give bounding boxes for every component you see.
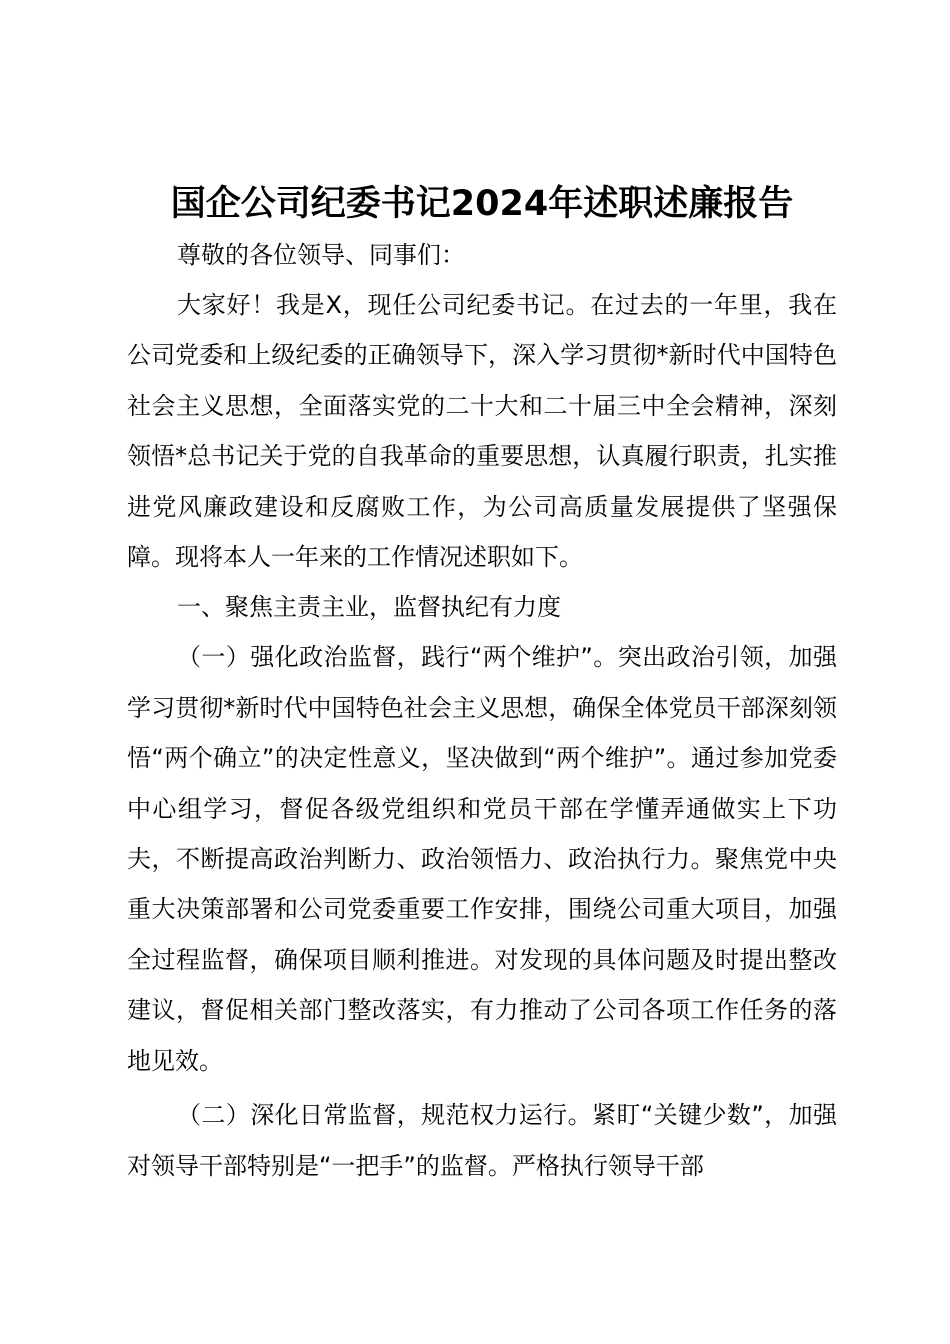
document-page bbox=[127, 176, 837, 1191]
section-heading-1: 一、聚焦主责主业，监督执纪有力度 bbox=[177, 593, 561, 622]
document-title: 国企公司纪委书记2024年述职述廉报告 bbox=[170, 184, 794, 224]
greeting: 尊敬的各位领导、同事们： bbox=[177, 241, 465, 269]
subsection-paragraph-2: （二）深化日常监督，规范权力运行。紧盯“关键少数”，加强对领导干部特别是“一把手”的监督。严格执行领导干部 bbox=[127, 1101, 837, 1180]
subsection-paragraph-1: （一）强化政治监督，践行“两个维护”。突出政治引领，加强学习贯彻*新时代中国特色社会主义思想，确保全体党员干部深刻领悟“两个确立”的决定性意义，坚决做到“两个维护”。通过参加党委中心组学习，督促各级党组织和党员干部在学懂弄通做实上下功夫，不断提高政治判断力、政治领悟力、政治执行力。聚焦党中央重大决策部署和公司党委重要工作安排，围绕公司重大项目，加强全过程监督，确保项目顺利推进。对发现的具体问题及时提出整改建议，督促相关部门整改落实，有力推动了公司各项工作任务的落地见效。 bbox=[127, 643, 837, 1075]
intro-paragraph: 大家好！我是X，现任公司纪委书记。在过去的一年里，我在公司党委和上级纪委的正确领导下，深入学习贯彻*新时代中国特色社会主义思想，全面落实党的二十大和二十届三中全会精神，深刻领悟*总书记关于党的自我革命的重要思想，认真履行职责，扎实推进党风廉政建设和反腐败工作，为公司高质量发展提供了坚强保障。现将本人一年来的工作情况述职如下。 bbox=[127, 291, 837, 572]
